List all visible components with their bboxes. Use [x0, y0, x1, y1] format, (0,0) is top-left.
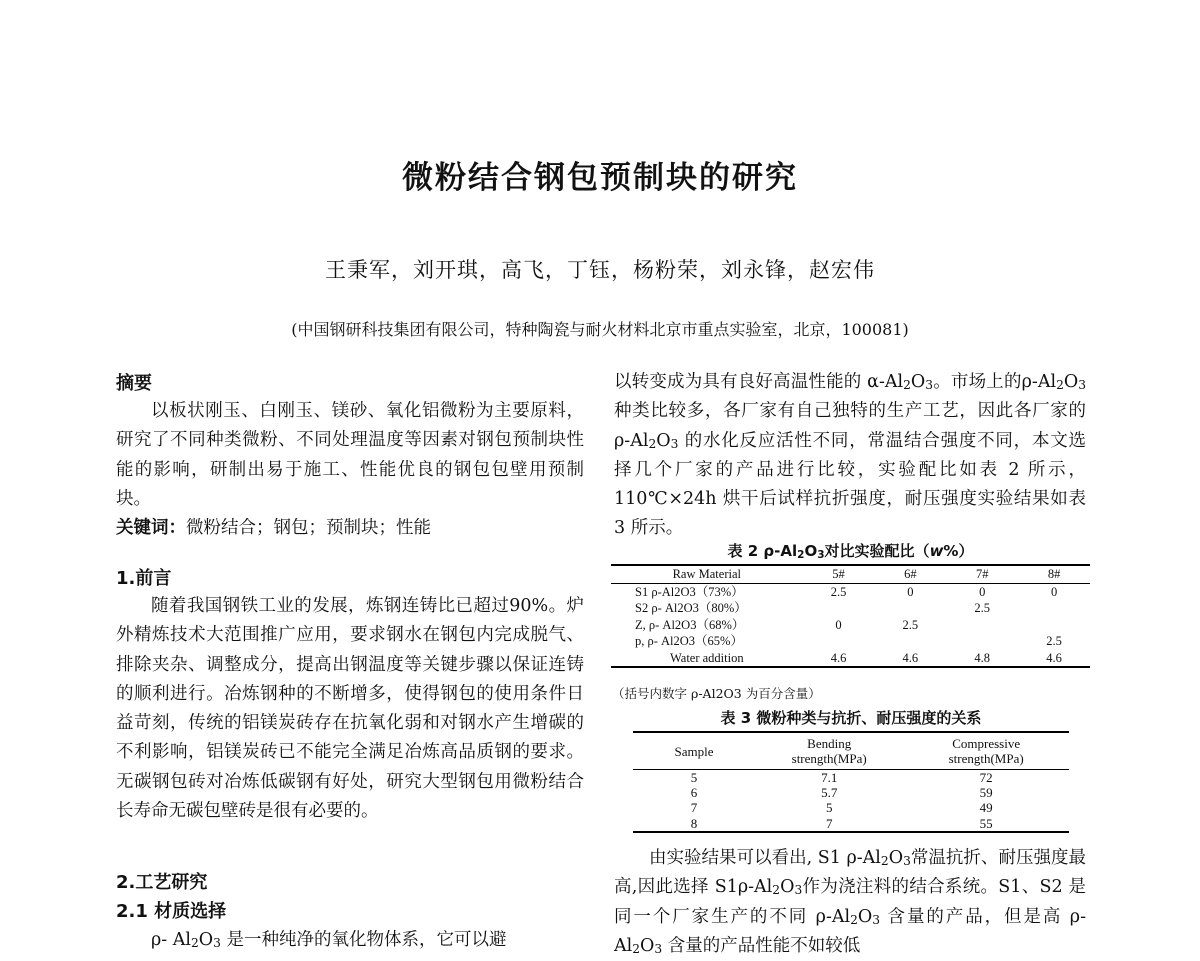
table-header-cell: 8#	[1047, 567, 1061, 581]
table-cell: 2.5	[1046, 634, 1062, 648]
table-cell	[946, 617, 1018, 634]
table-row	[611, 617, 1090, 634]
text-fragment: ρ- Al	[151, 930, 191, 950]
table-header-cell	[755, 732, 903, 770]
subscript: 3	[817, 549, 825, 561]
introduction-section	[116, 564, 584, 826]
table-header-cell: 5#	[832, 567, 845, 581]
author-list: 王秉军，刘开琪，高飞，丁钰，杨粉荣，刘永锋，赵宏伟	[325, 258, 875, 282]
table-cell: 8	[690, 815, 698, 831]
table-cell: 0	[979, 584, 986, 599]
subscript: 2	[903, 378, 911, 392]
text-fragment: w	[929, 542, 944, 560]
right-column-intro	[614, 368, 1086, 544]
table3-caption: 表 3 微粉种类与抗折、耐压强度的关系	[720, 709, 982, 727]
table-cell	[803, 633, 875, 650]
table-header-row	[633, 732, 1069, 770]
paper-title: 微粉结合钢包预制块的研究	[402, 160, 798, 196]
text-fragment: 。市场上的	[933, 372, 1022, 392]
table-cell: 7	[825, 815, 833, 831]
text-fragment: 作为浇注料的结合系统。S1、S2 是同一个厂家生产的不同 ρ-Al	[614, 877, 1087, 927]
text-fragment: 含量的产品，但是高 ρ-Al	[614, 906, 1086, 956]
table-cell: 4.6	[830, 650, 847, 665]
table-cell	[874, 600, 946, 617]
subscript: 3	[794, 883, 803, 898]
table2	[611, 564, 1090, 668]
table-row	[611, 650, 1090, 668]
right-paragraph	[614, 368, 1086, 544]
table-cell: 5.7	[821, 785, 838, 801]
table-header-cell: Sample	[674, 743, 714, 759]
table-cell	[803, 600, 875, 617]
text-fragment: O	[656, 430, 671, 451]
table-cell: 72	[979, 770, 993, 785]
abstract-section	[116, 369, 584, 543]
table-cell: 4.8	[974, 650, 991, 665]
table-cell: 2.5	[974, 601, 991, 615]
subscript: 2	[632, 941, 641, 956]
text-fragment: O	[910, 372, 926, 392]
table-cell: 4.6	[1046, 650, 1062, 665]
subscript: 3	[903, 854, 911, 868]
text-fragment: ρ-Al	[1021, 372, 1057, 392]
section2-subheading: 2.1 材质选择	[116, 901, 227, 922]
text-fragment: 的水化反应活性不同，常温结合强度不同，本文选择几个厂家的产品进行比较，实验配比如表 2 所示， 110℃×24h 烘干后试样抗折强度，耐压强度实验结果如表 3 所示。	[614, 430, 1086, 539]
table-cell: 49	[979, 800, 993, 816]
table-header-cell: 7#	[975, 567, 989, 581]
table-cell	[874, 633, 946, 650]
table-row	[633, 800, 1069, 815]
subscript: 2	[648, 436, 657, 451]
table-cell: 55	[979, 815, 993, 831]
subscript: 2	[191, 936, 199, 950]
table-cell: 0	[835, 617, 842, 632]
text-fragment: 含量的产品性能不如较低	[662, 935, 861, 956]
process-section	[116, 868, 584, 955]
subscript: 2	[797, 549, 805, 561]
table-cell: 7	[690, 800, 698, 816]
table-row	[611, 583, 1090, 600]
header-line: strength(MPa)	[948, 751, 1024, 766]
table-cell: Z, ρ- Al2O3（68%）	[635, 617, 745, 632]
keywords-label: 关键词：	[116, 518, 186, 539]
header-line: Compressive	[952, 736, 1021, 751]
text-fragment: O	[888, 848, 904, 868]
header-line: strength(MPa)	[791, 751, 867, 766]
section1-text: 随着我国钢铁工业的发展，炼钢连铸比已超过90%。炉外精炼技术大范围推广应用，要求钢水在钢包内完成脱气、排除夹杂、调整成分，提高出钢温度等关键步骤以保证连铸的顺利进行。冶炼钢种的不断增多，使得钢包的使用条件日益苛刻，传统的铝镁炭砖存在抗氧化弱和对钢水产生增碳的不利影响，铝镁炭砖已不能完全满足冶炼高品质钢的要求。无碳钢包砖对冶炼低碳钢有好处，研究大型钢包用微粉结合长寿命无碳包壁砖是很有必要的。	[116, 596, 584, 822]
table-header-row	[611, 565, 1090, 583]
table-cell: p, ρ- Al2O3（65%）	[635, 634, 743, 648]
table-cell: 2.5	[830, 584, 847, 599]
table-cell	[946, 633, 1018, 650]
subscript: 3	[213, 936, 221, 950]
abstract-heading: 摘要	[116, 373, 152, 394]
table-cell: 59	[979, 785, 993, 801]
text-fragment: 种类比较多，各厂家有自己独特的生产工艺，因此各厂家的 ρ-Al	[614, 401, 1086, 451]
text-fragment: 对比实验配比（	[824, 542, 930, 560]
affiliation: (中国钢研科技集团有限公司，特种陶瓷与耐火材料北京市重点实验室，北京，100081)	[291, 320, 909, 339]
table-row	[633, 816, 1069, 832]
results-text	[614, 844, 1086, 961]
table-cell: 0	[1050, 584, 1058, 599]
table-cell	[1018, 617, 1090, 634]
table-cell: 5	[690, 770, 698, 785]
table-cell	[1018, 600, 1090, 617]
text-fragment: 由实验结果可以看出, S1 ρ-Al	[649, 848, 881, 868]
subscript: 3	[1078, 378, 1087, 392]
text-fragment: 常温抗折、耐压强度最高,因此选择 S1ρ-Al	[614, 848, 1087, 898]
subscript: 2	[880, 854, 889, 868]
text-fragment: O	[640, 935, 655, 956]
keywords-line	[116, 514, 584, 543]
header-line: Bending	[807, 736, 852, 751]
text-fragment: O	[857, 906, 873, 927]
table-header-cell	[903, 732, 1069, 770]
results-section	[614, 844, 1086, 961]
table-cell: 4.6	[902, 650, 919, 665]
table-row	[611, 633, 1090, 650]
section1-heading: 1.前言	[116, 568, 172, 589]
subscript: 3	[872, 912, 881, 927]
abstract-text: 以板状刚玉、白刚玉、镁砂、氧化铝微粉为主要原料，研究了不同种类微粉、不同处理温度等因素对钢包预制块性能的影响，研制出易于施工、性能优良的钢包包壁用预制块。	[116, 401, 584, 509]
table-row	[633, 770, 1069, 786]
table-cell: S2 ρ- Al2O3（80%）	[635, 601, 747, 615]
text-fragment: O	[1063, 372, 1079, 392]
subscript: 2	[1056, 378, 1064, 392]
table-cell: Water addition	[669, 650, 744, 665]
keywords-text: 微粉结合；钢包；预制块；性能	[186, 518, 431, 539]
table-row	[633, 785, 1069, 800]
table2-caption	[611, 540, 1090, 561]
text-fragment: O	[804, 542, 818, 560]
text-fragment: 以转变成为具有良好高温性能的 α-Al	[614, 372, 904, 392]
table-cell: 5	[825, 800, 833, 816]
subscript: 3	[670, 436, 679, 451]
text-fragment: %）	[943, 542, 974, 560]
table3	[633, 731, 1069, 833]
table-cell: 6	[690, 785, 698, 801]
subscript: 3	[925, 378, 934, 392]
text-fragment: 表 2 ρ-Al	[727, 542, 798, 560]
text-fragment: O	[198, 930, 214, 950]
text-fragment: 是一种纯净的氧化物体系，它可以避	[220, 930, 507, 950]
subscript: 3	[654, 941, 663, 956]
section2-heading: 2.工艺研究	[116, 872, 208, 893]
table-cell: 7.1	[821, 770, 838, 785]
table-header-cell: Raw Material	[672, 567, 741, 581]
table-cell: S1 ρ-Al2O3（73%）	[635, 584, 744, 599]
subscript: 2	[772, 883, 781, 898]
table-cell: 0	[907, 584, 914, 599]
text-fragment: O	[780, 877, 795, 898]
table2-note: （括号内数字 ρ-Al2O3 为百分含量）	[612, 686, 821, 701]
table-row	[611, 600, 1090, 617]
table-cell: 2.5	[902, 617, 919, 632]
table-header-cell: 6#	[904, 567, 917, 581]
subscript: 2	[850, 912, 858, 927]
